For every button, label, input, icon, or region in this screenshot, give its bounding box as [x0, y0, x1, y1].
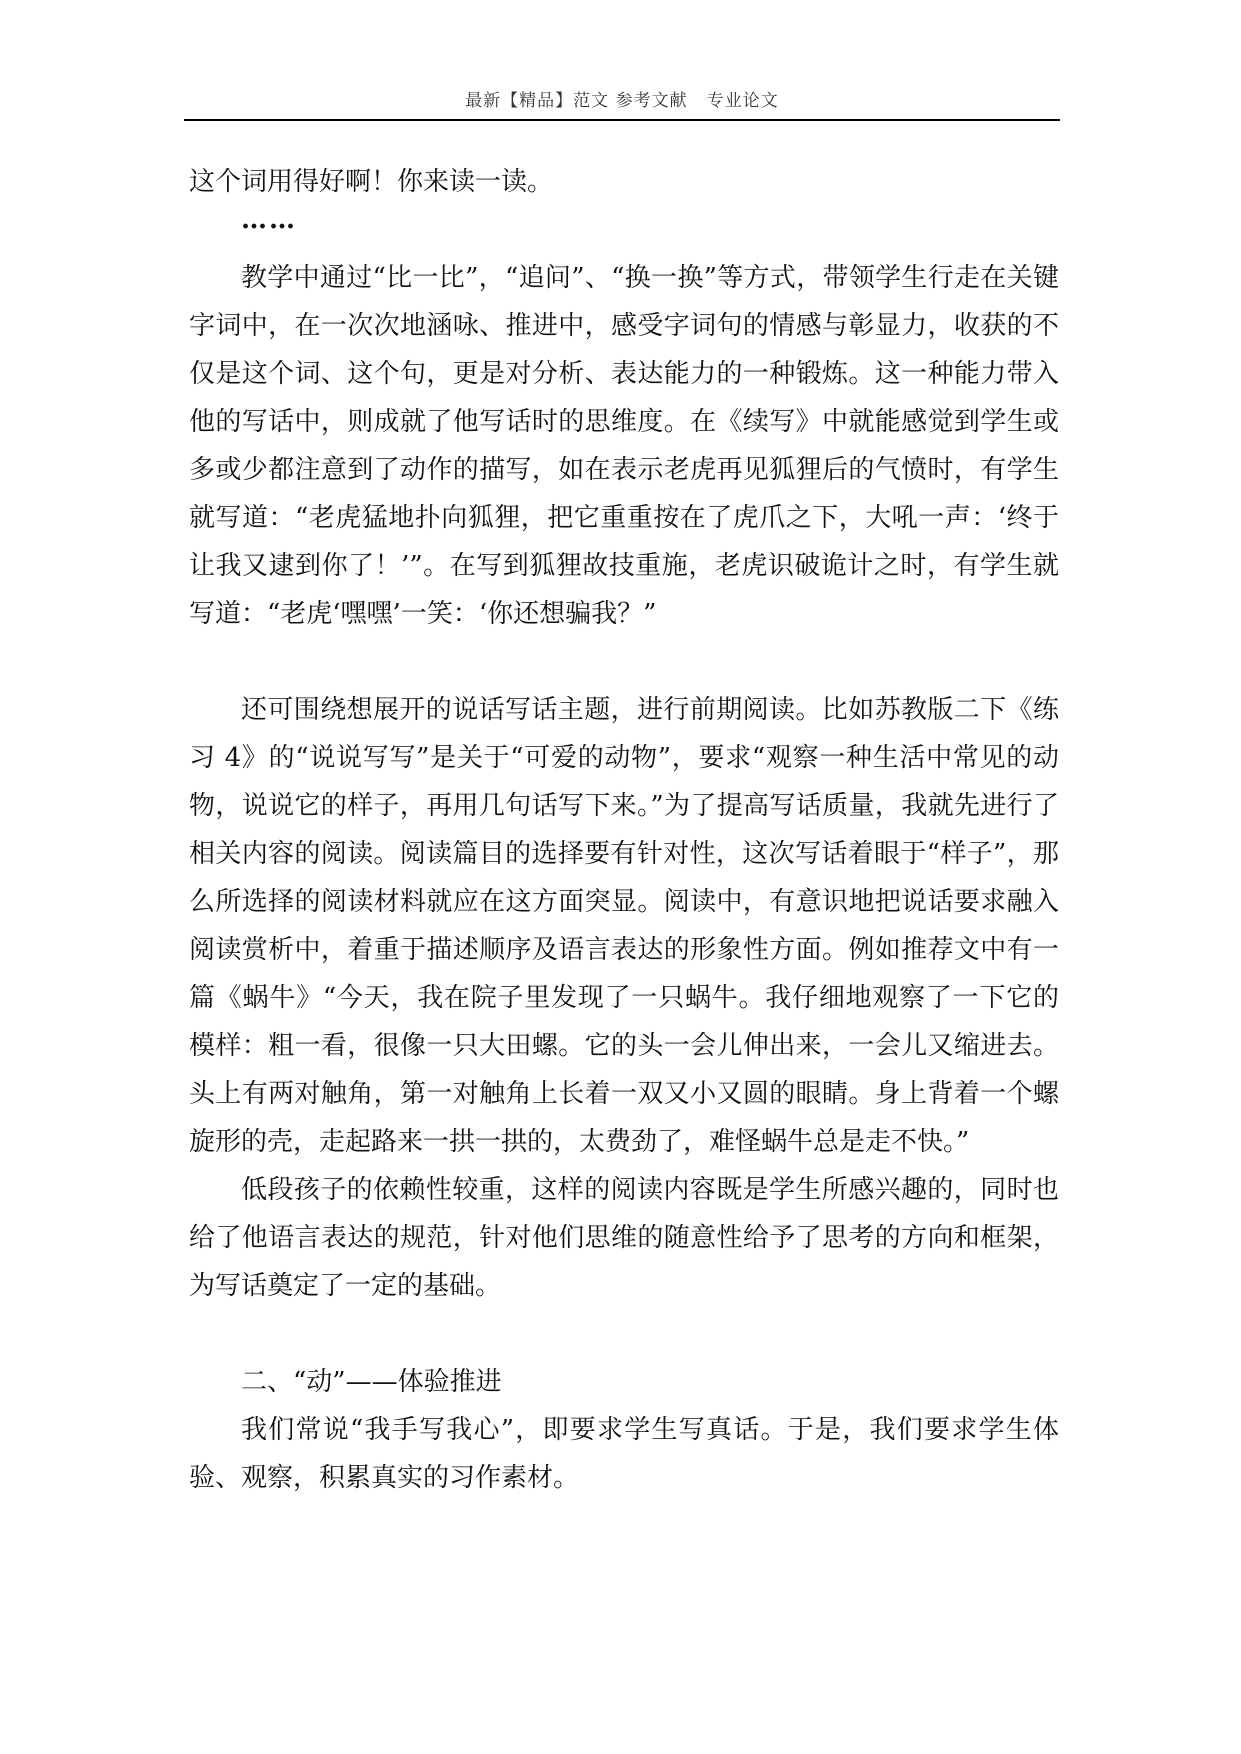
document-body	[189, 158, 1059, 1502]
paragraph-teaching-method: 教学中通过“比一比”，“追问”、“换一换”等方式，带领学生行走在关键字词中，在一次次地涵咏、推进中，感受字词句的情感与彰显力，收获的不仅是这个词、这个句，更是对分析、表达能力的一种锻炼。这一种能力带入他的写话中，则成就了他写话时的思维度。在《续写》中就能感觉到学生或多或少都注意到了动作的描写，如在表示老虎再见狐狸后的气愤时，有学生就写道：“老虎猛地扑向狐狸，把它重重按在了虎爪之下，大吼一声：‘终于让我又逮到你了！’”。在写到狐狸故技重施，老虎识破诡计之时，有学生就写道：“老虎‘嘿嘿’一笑：‘你还想骗我？”	[189, 263, 1059, 629]
ellipsis: ……	[241, 205, 297, 235]
section-heading: 二、“动”——体验推进	[241, 1367, 502, 1397]
paragraph-continued: 这个词用得好啊！你来读一读。	[189, 167, 554, 197]
paragraph-write-truth: 我们常说“我手写我心”，即要求学生写真话。于是，我们要求学生体验、观察，积累真实的习作素材。	[189, 1415, 1059, 1493]
paragraph-pre-reading: 还可围绕想展开的说话写话主题，进行前期阅读。比如苏教版二下《练习 4》的“说说写写”是关于“可爱的动物”，要求“观察一种生活中常见的动物，说说它的样子，再用几句话写下来。”为了提高写话质量，我就先进行了相关内容的阅读。阅读篇目的选择要有针对性，这次写话着眼于“样子”，那么所选择的阅读材料就应在这方面突显。阅读中，有意识地把说话要求融入阅读赏析中，着重于描述顺序及语言表达的形象性方面。例如推荐文中有一篇《蜗牛》“今天，我在院子里发现了一只蜗牛。我仔细地观察了一下它的模样：粗一看，很像一只大田螺。它的头一会儿伸出来，一会儿又缩进去。头上有两对触角，第一对触角上长着一双又小又圆的眼睛。身上背着一个螺旋形的壳，走起路来一拱一拱的，太费劲了，难怪蜗牛总是走不快。”	[189, 695, 1059, 1157]
paragraph-dependency: 低段孩子的依赖性较重，这样的阅读内容既是学生所感兴趣的，同时也给了他语言表达的规范，针对他们思维的随意性给予了思考的方向和框架，为写话奠定了一定的基础。	[189, 1175, 1059, 1301]
spacer	[189, 1310, 1059, 1358]
spacer	[189, 638, 1059, 686]
spacer	[189, 234, 1059, 254]
page-header: 最新【精品】范文 参考文献 专业论文	[184, 86, 1060, 121]
